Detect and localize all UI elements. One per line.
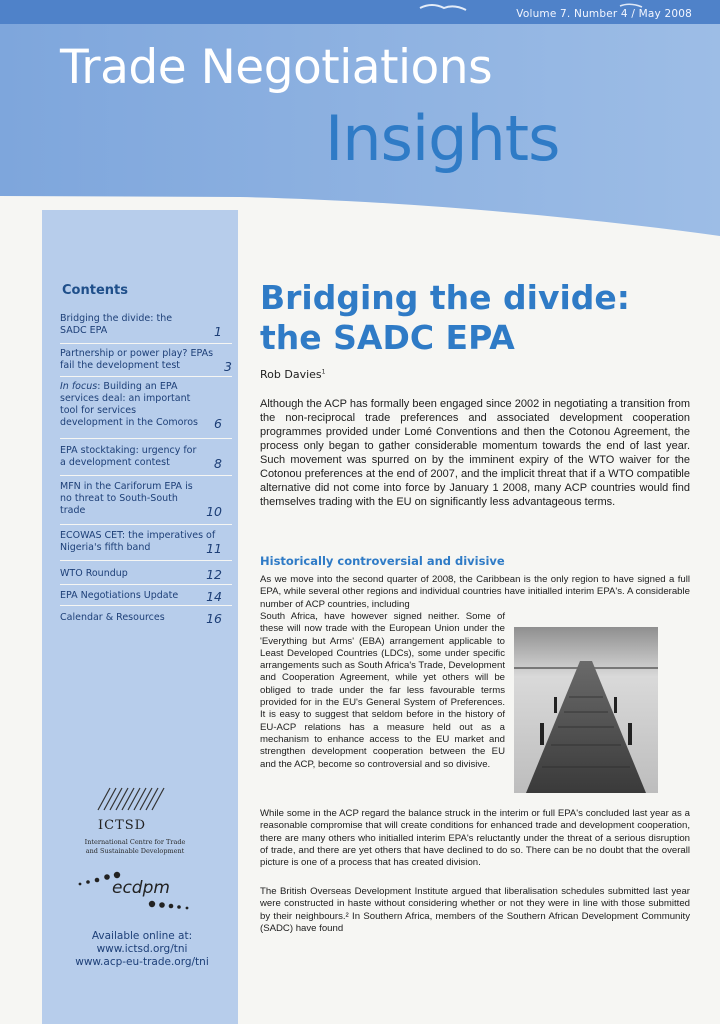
toc-divider	[60, 605, 232, 606]
toc-item-partnership[interactable]	[60, 348, 232, 374]
toc-item-page: 10	[206, 504, 222, 519]
toc-item-stocktaking[interactable]	[60, 445, 228, 469]
toc-item-page: 8	[214, 456, 222, 471]
toc-item-label: Calendar & Resources	[60, 612, 165, 623]
toc-divider	[60, 560, 232, 561]
publication-title-line1: Trade Negotiations	[60, 40, 493, 95]
toc-item-label: EPA stocktaking: urgency for a development contest	[60, 445, 197, 468]
ictsd-full-name: International Centre for Trade and Sustainable Development	[84, 838, 186, 855]
toc-item-label: WTO Roundup	[60, 568, 128, 579]
toc-item-page: 3	[224, 359, 232, 374]
toc-item-ecowas[interactable]	[60, 530, 228, 554]
toc-item-label: : Building an EPA services deal: an important tool for services development in the Comoros	[60, 381, 198, 428]
toc-divider	[60, 376, 232, 377]
toc-item-epa-update[interactable]	[60, 590, 228, 602]
ecdpm-logo-label: ecdpm	[112, 878, 170, 898]
toc-item-page: 16	[206, 611, 222, 626]
issue-volume: Volume 7. Number 4 / May 2008	[516, 8, 692, 20]
article-paragraph-4: The British Overseas Development Institute argued that liberalisation schedules submitted last year were constructed in haste without considering whether or not they were in line with those submitted by their neighbours.² In Southern Africa, members of the Southern African Development Community (SADC) have found	[260, 886, 690, 934]
toc-item-page: 11	[206, 541, 222, 556]
toc-item-mfn[interactable]	[60, 481, 228, 517]
toc-item-page: 6	[214, 416, 222, 431]
article-paragraph-1: Although the ACP has formally been engaged since 2002 in negotiating a transition from the non-reciprocal trade preferences and associated development cooperation programmes provided under Lomé Conventions and then the Cotonou Agreement, the process only began to gather considerable momentum towards the end of last year. Such movement was spurred on by the imminent expiry of the WTO waiver for the Cotonou preferences at the end of 2007, and the implicit threat that if a WTO compatible alternative did not come into force by January 1 2008, many ACP countries would find themselves trading with the EU on significantly less advantageous terms.	[260, 398, 690, 508]
toc-item-label: EPA Negotiations Update	[60, 590, 179, 601]
toc-item-page: 14	[206, 589, 222, 604]
article-author: Rob Davies$^1$	[260, 368, 326, 381]
online-availability	[62, 930, 222, 969]
article-paragraph-2: As we move into the second quarter of 2008, the Caribbean is the only region to have signed a full EPA, while several other regions and individual countries have initialled interim EPA's. A considerable number of ACP countries, including	[260, 574, 690, 610]
toc-item-page: 1	[214, 324, 222, 339]
online-label: Available online at:	[91, 930, 193, 942]
ictsd-logo-label: ICTSD	[98, 818, 147, 833]
toc-item-calendar[interactable]	[60, 612, 228, 624]
toc-item-label: MFN in the Cariforum EPA is no threat to South-South trade	[60, 481, 193, 516]
toc-item-wto-roundup[interactable]	[60, 568, 228, 580]
contents-heading: Contents	[62, 283, 128, 298]
publication-title-line2: Insights	[325, 102, 560, 175]
toc-divider	[60, 438, 232, 439]
article-paragraph-2-wrap: South Africa, have however signed neither. Some of these will now trade with the European Union under the 'Everything but Arms' (EBA) arrangement applicable to Least Developed Countries (LDCs), some under specific arrangements such as South Africa's Trade, Development and Cooperation Agreement, while yet others will be obliged to trade under the far less favourable terms provided for in the EU's General System of Preferences. It is easy to suggest that seldom before in the history of EU-ACP relations has a measure held out as a mechanism to enhance access to the EU market and strengthen development cooperation between the EU and the ACP, become so controversial and so divisive.	[260, 611, 506, 770]
toc-item-label: ECOWAS CET: the imperatives of Nigeria's fifth band	[60, 530, 216, 553]
toc-divider	[60, 524, 232, 525]
toc-item-label: Bridging the divide: the SADC EPA	[60, 313, 173, 336]
toc-divider	[60, 475, 232, 476]
article-paragraph-3: While some in the ACP regard the balance struck in the interim or full EPA's concluded last year as a reasonable compromise that will create conditions for enhanced trade and development cooperation, there are many others who initialled interim EPA's reluctantly under the threat of a serious disruption of trade, and there are yet others that have declined to do so. There can be no doubt that the overall picture is one of a process that has created division.	[260, 808, 690, 869]
ictsd-logo-icon	[88, 780, 178, 820]
section-heading: Historically controversial and divisive	[260, 554, 505, 568]
online-link-acp[interactable]: www.acp-eu-trade.org/tni	[75, 956, 209, 968]
jetty-photo	[514, 627, 658, 793]
toc-item-bridging[interactable]	[60, 313, 228, 337]
toc-divider	[60, 343, 232, 344]
author-footnote-mark: 1	[321, 368, 326, 376]
toc-item-in-focus[interactable]	[60, 381, 228, 429]
online-link-tni[interactable]: www.ictsd.org/tni	[96, 943, 188, 955]
toc-divider	[60, 584, 232, 585]
toc-item-page: 12	[206, 567, 222, 582]
toc-item-label-italic: In focus	[60, 381, 98, 392]
toc-item-label: Partnership or power play? EPAs fail the development test	[60, 348, 214, 371]
article-title: Bridging the divide: the SADC EPA	[260, 278, 630, 357]
